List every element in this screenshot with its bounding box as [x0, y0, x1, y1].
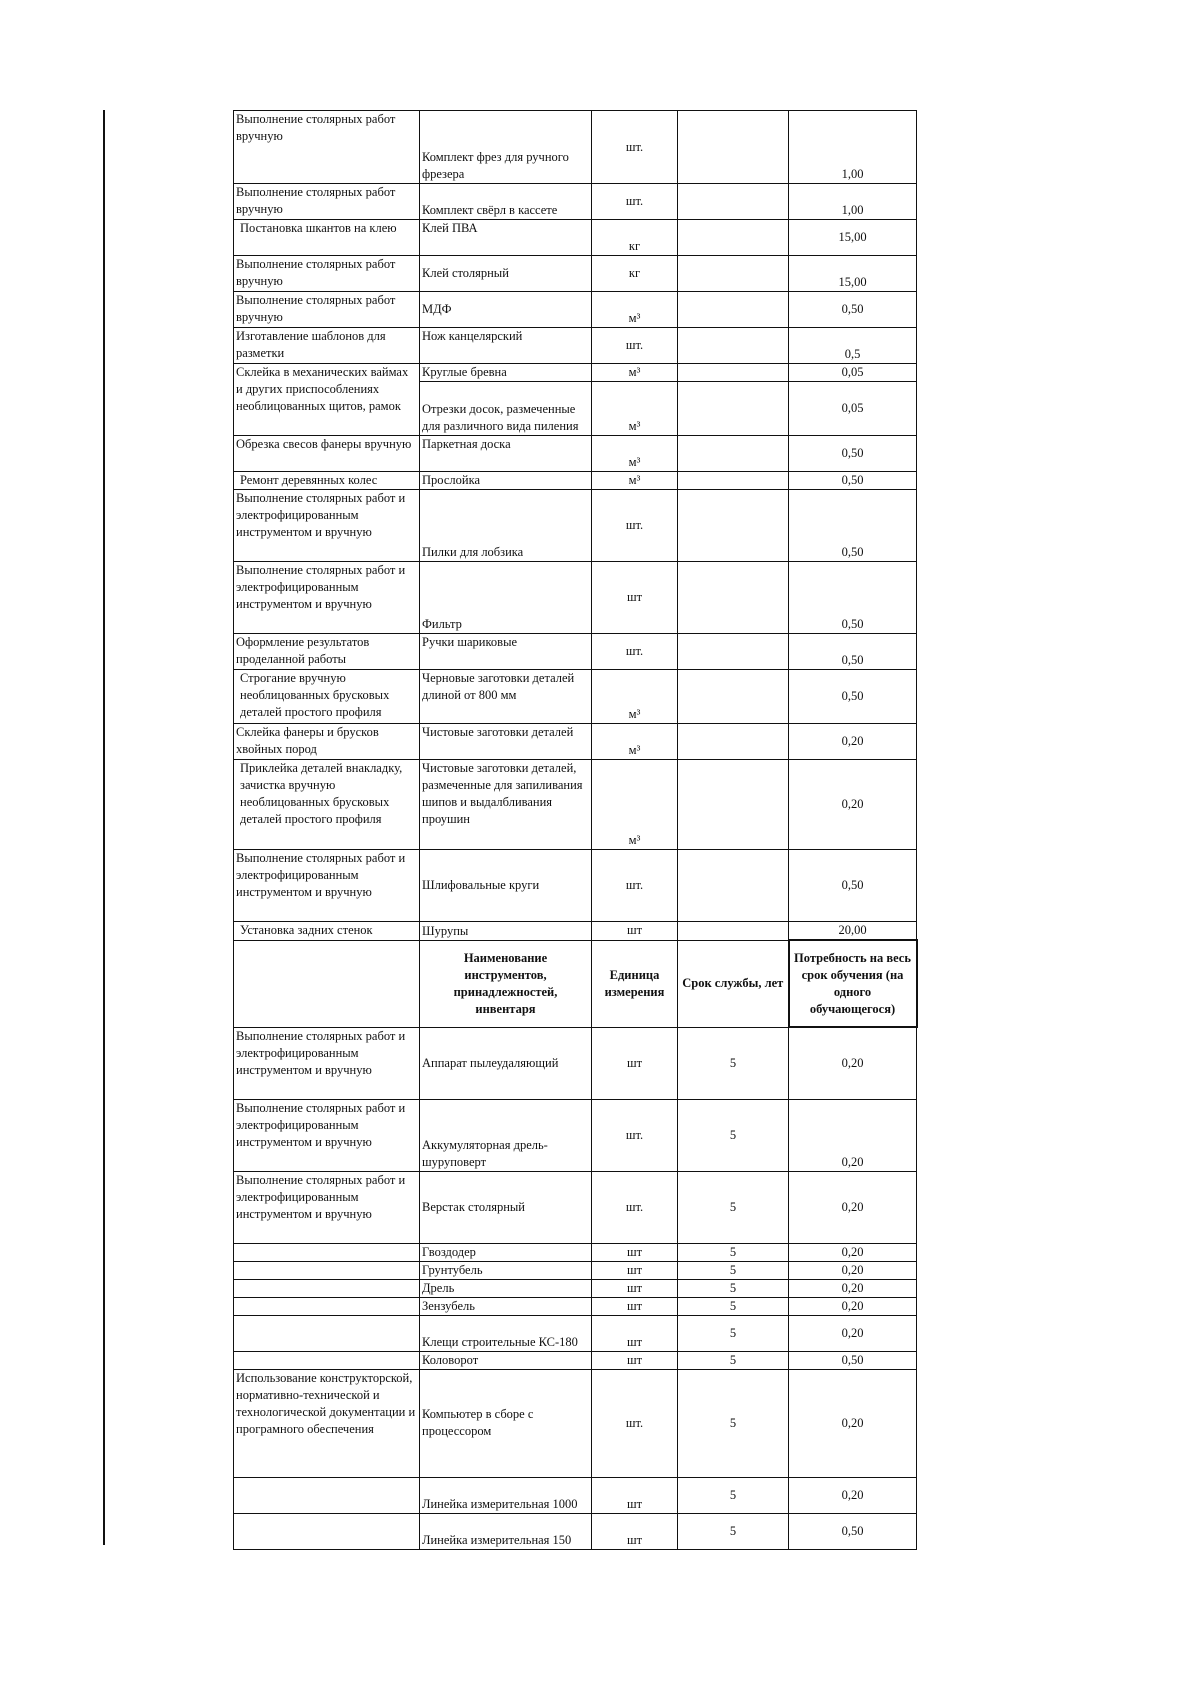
unit-cell: м³ [592, 760, 678, 850]
header-need-cell: Потребность на весь срок обучения (на одного обучающегося) [789, 940, 917, 1027]
qty-cell: 1,00 [789, 111, 917, 184]
work-cell: Приклейка деталей внакладку, зачистка вручную необлицованных брусковых деталей простого профиля [234, 760, 420, 850]
qty-cell: 0,20 [789, 1369, 917, 1477]
qty-cell: 0,50 [789, 472, 917, 490]
life-cell: 5 [678, 1315, 789, 1351]
unit-cell: шт. [592, 184, 678, 220]
item-name-cell: МДФ [420, 292, 592, 328]
life-cell: 5 [678, 1279, 789, 1297]
life-cell [678, 472, 789, 490]
qty-cell: 0,20 [789, 1243, 917, 1261]
life-cell [678, 562, 789, 634]
header-name-cell: Наименование инструментов, принадлежностей, инвентаря [420, 940, 592, 1027]
work-cell: Обрезка свесов фанеры вручную [234, 436, 420, 472]
work-cell: Выполнение столярных работ и электрофицированным инструментом и вручную [234, 1027, 420, 1099]
qty-cell: 0,20 [789, 1297, 917, 1315]
qty-cell: 0,50 [789, 1513, 917, 1549]
qty-cell: 0,20 [789, 760, 917, 850]
unit-cell: шт. [592, 634, 678, 670]
item-name-cell: Круглые бревна [420, 364, 592, 382]
qty-cell: 0,20 [789, 1279, 917, 1297]
item-name-cell: Отрезки досок, размеченные для различного вида пиления [420, 382, 592, 436]
item-name-cell: Грунтубель [420, 1261, 592, 1279]
unit-cell: шт [592, 1513, 678, 1549]
work-cell: Оформление результатов проделанной работы [234, 634, 420, 670]
table-row [234, 1261, 917, 1279]
unit-cell: м³ [592, 472, 678, 490]
unit-cell: шт. [592, 328, 678, 364]
materials-tools-table [233, 110, 918, 1550]
item-name-cell: Дрель [420, 1279, 592, 1297]
life-cell [678, 111, 789, 184]
item-name-cell: Аккумуляторная дрель-шуруповерт [420, 1099, 592, 1171]
unit-cell: шт. [592, 1099, 678, 1171]
work-cell [234, 1243, 420, 1261]
unit-cell: шт. [592, 111, 678, 184]
item-name-cell: Фильтр [420, 562, 592, 634]
unit-cell: шт [592, 1297, 678, 1315]
unit-cell: шт [592, 1477, 678, 1513]
qty-cell: 0,05 [789, 364, 917, 382]
life-cell [678, 670, 789, 724]
qty-cell: 0,20 [789, 1477, 917, 1513]
unit-cell: шт [592, 1243, 678, 1261]
work-cell: Выполнение столярных работ и электрофицированным инструментом и вручную [234, 562, 420, 634]
table-row [234, 670, 917, 724]
item-name-cell: Чистовые заготовки деталей, размеченные для запиливания шипов и выдалбливания проушин [420, 760, 592, 850]
qty-cell: 0,50 [789, 634, 917, 670]
unit-cell: м³ [592, 436, 678, 472]
life-cell [678, 490, 789, 562]
work-cell: Выполнение столярных работ вручную [234, 184, 420, 220]
life-cell: 5 [678, 1099, 789, 1171]
life-cell [678, 760, 789, 850]
unit-cell: м³ [592, 382, 678, 436]
unit-cell: шт [592, 1315, 678, 1351]
work-cell [234, 1261, 420, 1279]
item-name-cell: Верстак столярный [420, 1171, 592, 1243]
item-name-cell: Прослойка [420, 472, 592, 490]
work-cell: Использование конструкторской, нормативно-технической и технологической документации и програмного обеспечения [234, 1369, 420, 1477]
work-cell: Строгание вручную необлицованных брусковых деталей простого профиля [234, 670, 420, 724]
life-cell: 5 [678, 1027, 789, 1099]
unit-cell: шт. [592, 490, 678, 562]
unit-cell: шт [592, 1351, 678, 1369]
work-cell: Изготавление шаблонов для разметки [234, 328, 420, 364]
table-row [234, 1171, 917, 1243]
life-cell [678, 292, 789, 328]
item-name-cell: Чистовые заготовки деталей [420, 724, 592, 760]
unit-cell: шт [592, 1027, 678, 1099]
life-cell: 5 [678, 1477, 789, 1513]
work-cell [234, 1315, 420, 1351]
work-cell [234, 1279, 420, 1297]
life-cell: 5 [678, 1513, 789, 1549]
item-name-cell: Коловорот [420, 1351, 592, 1369]
item-name-cell: Клей столярный [420, 256, 592, 292]
unit-cell: кг [592, 220, 678, 256]
table-row [234, 1351, 917, 1369]
item-name-cell: Клещи строительные КС-180 [420, 1315, 592, 1351]
qty-cell: 0,20 [789, 1315, 917, 1351]
item-name-cell: Шлифовальные круги [420, 850, 592, 922]
table-row [234, 760, 917, 850]
life-cell [678, 364, 789, 382]
header-blank-cell [234, 940, 420, 1027]
table-row [234, 1297, 917, 1315]
qty-cell: 20,00 [789, 922, 917, 941]
work-cell: Выполнение столярных работ и электрофицированным инструментом и вручную [234, 1099, 420, 1171]
table-row [234, 724, 917, 760]
qty-cell: 0,50 [789, 562, 917, 634]
table-row [234, 256, 917, 292]
unit-cell: м³ [592, 724, 678, 760]
item-name-cell: Комплект свёрл в кассете [420, 184, 592, 220]
table-row [234, 1027, 917, 1099]
unit-cell: шт [592, 562, 678, 634]
life-cell [678, 256, 789, 292]
unit-cell: шт [592, 1279, 678, 1297]
table-row [234, 922, 917, 941]
item-name-cell: Компьютер в сборе с процессором [420, 1369, 592, 1477]
item-name-cell: Аппарат пылеудаляющий [420, 1027, 592, 1099]
item-name-cell: Нож канцелярский [420, 328, 592, 364]
qty-cell: 0,20 [789, 724, 917, 760]
unit-cell: шт. [592, 1369, 678, 1477]
life-cell: 5 [678, 1351, 789, 1369]
item-name-cell: Клей ПВА [420, 220, 592, 256]
work-cell: Выполнение столярных работ и электрофицированным инструментом и вручную [234, 1171, 420, 1243]
unit-cell: м³ [592, 364, 678, 382]
work-cell [234, 1297, 420, 1315]
table-row [234, 634, 917, 670]
table-row [234, 1513, 917, 1549]
qty-cell: 1,00 [789, 184, 917, 220]
work-cell: Склейка в механических ваймах и других приспособлениях необлицованных щитов, рамок [234, 364, 420, 436]
item-name-cell: Линейка измерительная 1000 [420, 1477, 592, 1513]
unit-cell: кг [592, 256, 678, 292]
work-cell: Установка задних стенок [234, 922, 420, 941]
table-row [234, 490, 917, 562]
life-cell [678, 328, 789, 364]
qty-cell: 0,50 [789, 292, 917, 328]
work-cell: Выполнение столярных работ и электрофицированным инструментом и вручную [234, 490, 420, 562]
table-row [234, 1477, 917, 1513]
qty-cell: 15,00 [789, 256, 917, 292]
life-cell [678, 922, 789, 941]
qty-cell: 0,20 [789, 1171, 917, 1243]
qty-cell: 0,20 [789, 1027, 917, 1099]
unit-cell: шт [592, 922, 678, 941]
qty-cell: 0,50 [789, 436, 917, 472]
table-row [234, 1315, 917, 1351]
work-cell [234, 1513, 420, 1549]
item-name-cell: Линейка измерительная 150 [420, 1513, 592, 1549]
work-cell: Ремонт деревянных колес [234, 472, 420, 490]
qty-cell: 0,50 [789, 490, 917, 562]
qty-cell: 0,5 [789, 328, 917, 364]
unit-cell: шт. [592, 850, 678, 922]
work-cell: Выполнение столярных работ вручную [234, 292, 420, 328]
work-cell: Склейка фанеры и брусков хвойных пород [234, 724, 420, 760]
qty-cell: 0,05 [789, 382, 917, 436]
life-cell [678, 436, 789, 472]
item-name-cell: Пилки для лобзика [420, 490, 592, 562]
table-row [234, 1279, 917, 1297]
life-cell [678, 220, 789, 256]
table-row [234, 111, 917, 184]
item-name-cell: Зензубель [420, 1297, 592, 1315]
unit-cell: м³ [592, 292, 678, 328]
life-cell: 5 [678, 1297, 789, 1315]
qty-cell: 0,20 [789, 1099, 917, 1171]
table-row [234, 850, 917, 922]
life-cell [678, 382, 789, 436]
table-row [234, 1099, 917, 1171]
life-cell: 5 [678, 1369, 789, 1477]
table-row [234, 292, 917, 328]
work-cell [234, 1351, 420, 1369]
life-cell: 5 [678, 1171, 789, 1243]
life-cell: 5 [678, 1261, 789, 1279]
qty-cell: 0,50 [789, 670, 917, 724]
table-row [234, 436, 917, 472]
qty-cell: 0,50 [789, 1351, 917, 1369]
qty-cell: 0,50 [789, 850, 917, 922]
table-row [234, 1369, 917, 1477]
qty-cell: 0,20 [789, 1261, 917, 1279]
work-cell: Выполнение столярных работ вручную [234, 111, 420, 184]
item-name-cell: Черновые заготовки деталей длиной от 800 мм [420, 670, 592, 724]
qty-cell: 15,00 [789, 220, 917, 256]
table-row [234, 472, 917, 490]
table-row [234, 184, 917, 220]
table-row [234, 562, 917, 634]
life-cell [678, 850, 789, 922]
item-name-cell: Шурупы [420, 922, 592, 941]
header-life-cell: Срок службы, лет [678, 940, 789, 1027]
tools-header-row [234, 940, 917, 1027]
table-row [234, 328, 917, 364]
unit-cell: м³ [592, 670, 678, 724]
item-name-cell: Ручки шариковые [420, 634, 592, 670]
unit-cell: шт [592, 1261, 678, 1279]
life-cell [678, 634, 789, 670]
item-name-cell: Комплект фрез для ручного фрезера [420, 111, 592, 184]
table-row [234, 220, 917, 256]
unit-cell: шт. [592, 1171, 678, 1243]
item-name-cell: Гвоздодер [420, 1243, 592, 1261]
work-cell: Выполнение столярных работ вручную [234, 256, 420, 292]
table-row [234, 1243, 917, 1261]
header-unit-cell: Единица измерения [592, 940, 678, 1027]
table-row [234, 364, 917, 382]
life-cell [678, 724, 789, 760]
work-cell: Постановка шкантов на клею [234, 220, 420, 256]
life-cell: 5 [678, 1243, 789, 1261]
page-margin-line [103, 110, 105, 1545]
work-cell: Выполнение столярных работ и электрофицированным инструментом и вручную [234, 850, 420, 922]
item-name-cell: Паркетная доска [420, 436, 592, 472]
work-cell [234, 1477, 420, 1513]
life-cell [678, 184, 789, 220]
